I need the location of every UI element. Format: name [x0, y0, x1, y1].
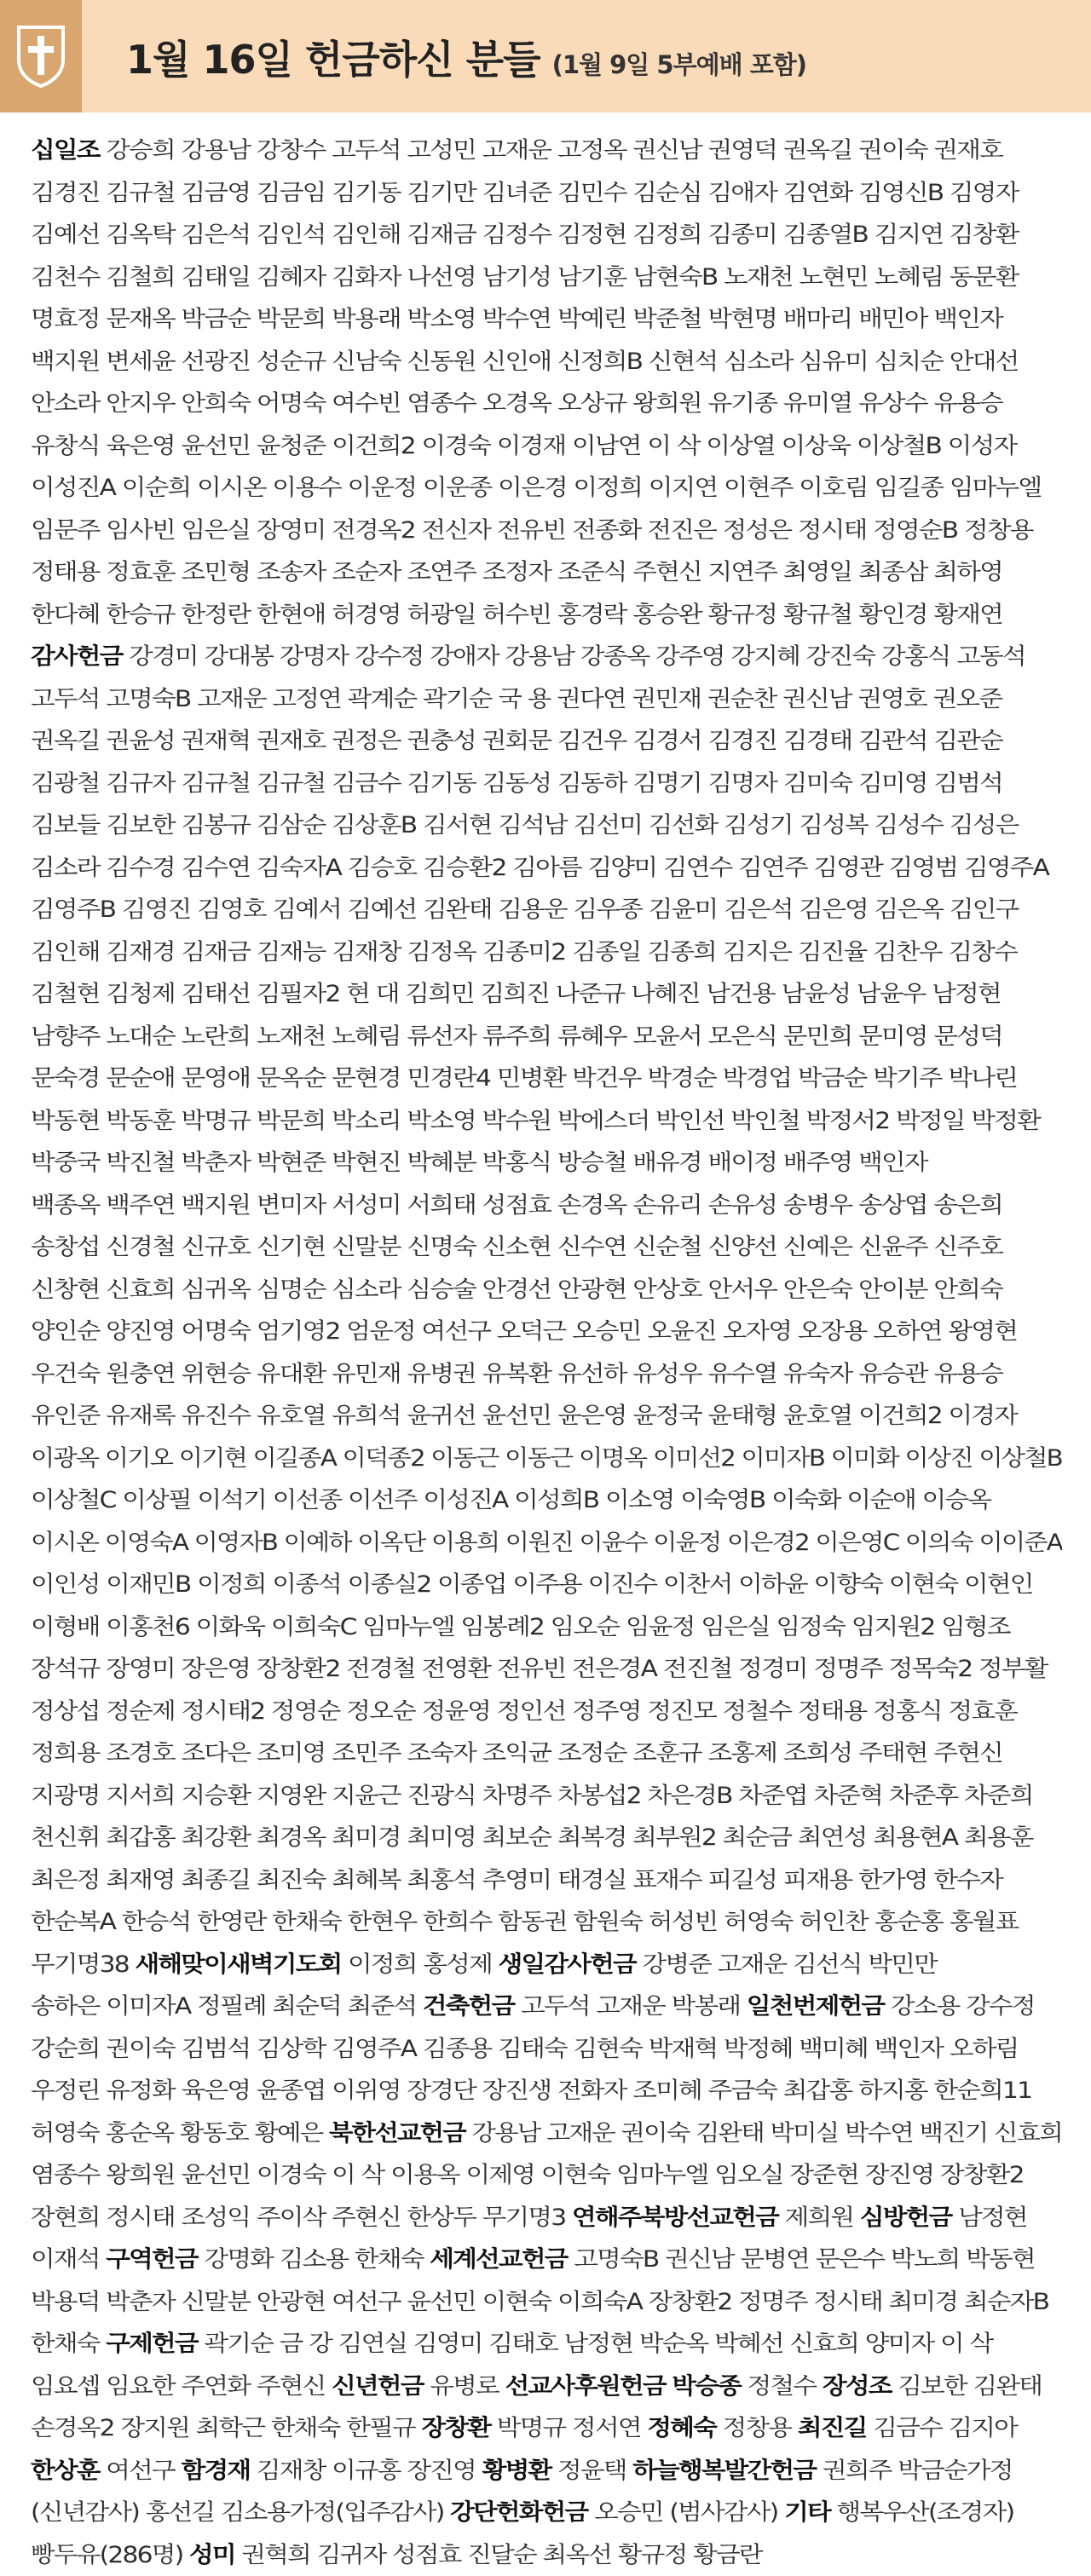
- offering-category-label: 세계선교헌금: [430, 2246, 567, 2273]
- donor-names: 여선구: [100, 2458, 182, 2484]
- donor-names: 이상철C 이상필 이석기 이선종 이선주 이성진A 이성희B 이소영 이숙영B 이숙화 이순애 이승옥: [31, 1487, 990, 1513]
- donor-names: 이시온 이영숙A 이영자B 이예하 이옥단 이용희 이원진 이윤수 이윤정 이은경2 이은영C 이의숙 이이준A: [31, 1530, 1062, 1556]
- donor-names: 강순희 권이숙 김범석 김상학 김영주A 김종용 김태숙 김현숙 박재혁 박정혜 백미혜 백인자 오하림: [31, 2036, 1019, 2062]
- donor-names: 고두석 고명숙B 고재운 고정연 곽계순 곽기순 국 용 권다연 권민재 권순찬 권신남 권영호 권오준: [31, 686, 1002, 712]
- donor-names: 장현희 정시태 조성익 주이삭 주현신 한상두 무기명3: [31, 2204, 572, 2231]
- donor-list: [31, 130, 1062, 2089]
- donor-names: 이형배 이홍천6 이화욱 이희숙C 임마누엘 임봉례2 임오순 임윤정 임은실 임정숙 임지원2 임형조: [31, 1614, 1010, 1640]
- donor-names: 빵두유(286명): [31, 2542, 189, 2568]
- donor-names: 최은정 최재영 최종길 최진숙 최혜복 최홍석 추영미 태경실 표재수 피길성 피재용 한가영 한수자: [31, 1867, 1002, 1893]
- donor-line: [31, 2281, 1062, 2324]
- donor-names: 박동현 박동훈 박명규 박문희 박소리 박소영 박수원 박에스더 박인선 박인철 박정서2 박정일 박정환: [31, 1108, 1040, 1134]
- donor-line: [31, 2323, 1062, 2366]
- donor-line: [31, 1269, 1062, 1311]
- donor-names: 김광철 김규자 김규철 김규철 김금수 김기동 김동성 김동하 김명기 김명자 김미숙 김미영 김범석: [31, 770, 1002, 797]
- donor-line: [31, 1311, 1062, 1353]
- donor-line: [31, 889, 1062, 931]
- donor-line: [31, 973, 1062, 1016]
- offering-category-label: 한상훈: [31, 2458, 100, 2484]
- donor-line: [31, 2534, 1062, 2576]
- donor-line: [31, 2492, 1062, 2534]
- donor-names: [666, 2373, 672, 2400]
- donor-line: [31, 256, 1062, 299]
- title-subtitle: (1월 9일 5부예배 포함): [552, 46, 806, 81]
- donor-line: [31, 1353, 1062, 1396]
- donor-names: (신년감사) 홍선길 김소용가정(입주감사): [31, 2499, 450, 2526]
- donor-line: [31, 1479, 1062, 1522]
- donor-names: 장석규 장영미 장은영 장창환2 전경철 전영환 전유빈 전은경A 전진철 정경미 정명주 정목숙2 정부활: [31, 1656, 1048, 1682]
- donor-names: 안소라 안지우 안희숙 어명숙 여수빈 염종수 오경옥 오상규 왕희원 유기종 유미열 유상수 유용승: [31, 390, 1002, 417]
- donor-names: 송하은 이미자A 정필례 최순덕 최준석: [31, 1993, 423, 2020]
- donor-names: 박중국 박진철 박춘자 박현준 박현진 박혜분 박홍식 방승철 배유경 배이정 배주영 백인자: [31, 1150, 927, 1176]
- donor-line: [31, 1016, 1062, 1058]
- donor-line: [31, 467, 1062, 510]
- donor-names: 송창섭 신경철 신규호 신기현 신말분 신명숙 신소현 신수연 신순철 신양선 신예은 신윤주 신주호: [31, 1234, 1002, 1260]
- donor-names: 문숙경 문순애 문영애 문옥순 문현경 민경란4 민병환 박건우 박경순 박경업 박금순 박기주 박나린: [31, 1065, 1017, 1092]
- donor-names: 무기명38: [31, 1951, 135, 1978]
- donor-line: [31, 341, 1062, 383]
- donor-line: [31, 298, 1062, 341]
- donor-line: [31, 1606, 1062, 1649]
- donor-names: 김보들 김보한 김봉규 김삼순 김상훈B 김서현 김석남 김선미 김선화 김성기 김성복 김성수 김성은: [31, 812, 1019, 838]
- donor-names: 행복우산(조경자): [830, 2499, 1013, 2526]
- donor-line: [31, 1564, 1062, 1606]
- donor-names: 고두석 고재운 박봉래: [514, 1993, 746, 2020]
- offering-category-label: 심방헌금: [860, 2204, 952, 2231]
- offering-category-label: 신년헌금: [332, 2373, 424, 2400]
- offering-category-label: 생일감사헌금: [499, 1951, 636, 1978]
- offering-category-label: 황병환: [482, 2458, 551, 2484]
- cross-shield-icon: [15, 22, 66, 89]
- donor-names: 이재석: [31, 2246, 106, 2273]
- donor-names: 김인해 김재경 김재금 김재능 김재창 김정옥 김종미2 김종일 김종희 김지은 김진율 김찬우 김창수: [31, 939, 1017, 965]
- offering-category-label: 기타: [784, 2499, 830, 2526]
- donor-names: 우건숙 원충연 위현승 유대환 유민재 유병권 유복환 유선하 유성우 유수열 유숙자 유승관 유용승: [31, 1361, 1002, 1387]
- donor-names: 권희주 박금순가정: [816, 2458, 1012, 2484]
- offering-category-label: 새해맞이새벽기도회: [135, 1951, 341, 1978]
- offering-category-label: 최진길: [798, 2415, 867, 2441]
- donor-names: 손경옥2 장지원 최학근 한채숙 한필규: [31, 2415, 422, 2441]
- donor-line: [31, 1648, 1062, 1691]
- donor-line: [31, 172, 1062, 215]
- donor-names: 곽기순 금 강 김연실 김영미 김태호 남정현 박순옥 박혜선 신효희 양미자 이 삭: [198, 2331, 993, 2357]
- donor-line: [31, 1732, 1062, 1775]
- donor-names: 정상섭 정순제 정시태2 정영순 정오순 정윤영 정인선 정주영 정진모 정철수 정태용 정홍식 정효훈: [31, 1698, 1017, 1725]
- donor-line: [31, 130, 1062, 172]
- offering-category-label: 함경재: [182, 2458, 251, 2484]
- donor-line: [31, 2407, 1062, 2450]
- offering-category-label: 연해주북방선교헌금: [572, 2204, 778, 2231]
- donor-names: 권혁희 김귀자 성점효 진달순 최옥선 황규정 황금란: [235, 2542, 762, 2568]
- header-banner: [0, 0, 1091, 112]
- offering-category-label: 일천번제헌금: [747, 1993, 884, 2020]
- donor-names: 유인준 유재록 유진수 유호열 유희석 윤귀선 윤선민 윤은영 윤정국 윤태형 윤호열 이건희2 이경자: [31, 1403, 1017, 1429]
- offering-category-label: 박승종: [672, 2373, 741, 2400]
- donor-line: [31, 1985, 1062, 2028]
- donor-line: [31, 636, 1062, 678]
- donor-names: 명효정 문재옥 박금순 박문희 박용래 박소영 박수연 박예린 박준철 박현명 배마리 배민아 백인자: [31, 306, 1002, 332]
- donor-names: 김철현 김청제 김태선 김필자2 현 대 김희민 김희진 나준규 나혜진 남건용 남윤성 남윤우 남정현: [31, 981, 1001, 1007]
- donor-names: 박용덕 박춘자 신말분 안광현 여선구 윤선민 이현숙 이희숙A 장창환2 정명주 정시태 최미경 최순자B: [31, 2289, 1048, 2315]
- donor-line: [31, 1522, 1062, 1565]
- donor-names: 강명화 김소용 한채숙: [198, 2246, 430, 2273]
- donor-names: 백종옥 백주연 백지원 변미자 서성미 서희태 성점효 손경옥 손유리 손유성 송병우 송상엽 송은희: [31, 1192, 1002, 1219]
- donor-line: [31, 763, 1062, 805]
- donor-names: 임요셉 임요한 주연화 주현신: [31, 2373, 332, 2400]
- donor-names: 신창현 신효희 심귀옥 심명순 심소라 심승술 안경선 안광현 안상호 안서우 안은숙 안이분 안희숙: [31, 1276, 1002, 1303]
- donor-line: [31, 1184, 1062, 1227]
- donor-names: 정태용 정효훈 조민형 조송자 조순자 조연주 조정자 조준식 주현신 지연주 최영일 최종삼 최하영: [31, 559, 1002, 585]
- donor-line: [31, 510, 1062, 552]
- donor-line: [31, 847, 1062, 890]
- donor-names: 김소라 김수경 김수연 김숙자A 김승호 김승환2 김아름 김양미 김연수 김연주 김영관 김영범 김영주A: [31, 855, 1048, 881]
- offering-category-label: 하늘행복발간헌금: [632, 2458, 816, 2484]
- donor-line: [31, 2366, 1062, 2408]
- donor-names: 임문주 임사빈 임은실 장영미 전경옥2 전신자 전유빈 전종화 전진은 정성은 정시태 정영순B 정창용: [31, 517, 1033, 544]
- donor-names: 이정희 홍성제: [341, 1951, 498, 1978]
- donor-names: 허영숙 홍순옥 황동호 황예은: [31, 2120, 329, 2147]
- donor-line: [31, 594, 1062, 637]
- donor-line: [31, 1944, 1062, 1986]
- donor-names: 강병준 고재운 김선식 박민만: [636, 1951, 937, 1978]
- donor-line: [31, 1057, 1062, 1100]
- donor-line: [31, 2028, 1062, 2071]
- donor-line: [31, 2112, 1062, 2155]
- donor-names: 한채숙: [31, 2331, 106, 2357]
- donor-line: [31, 1395, 1062, 1438]
- donor-names: 우정린 유정화 육은영 윤종엽 이위영 장경단 장진생 전화자 조미혜 주금숙 최갑홍 하지홍 한순희11: [31, 2078, 1031, 2104]
- donor-names: 정희용 조경호 조다은 조미영 조민주 조숙자 조익균 조정순 조훈규 조홍제 조희성 주태현 주현신: [31, 1740, 1002, 1766]
- donor-line: [31, 931, 1062, 974]
- donor-line: [31, 720, 1062, 763]
- offering-category-label: 강단헌화헌금: [450, 2499, 587, 2526]
- offering-category-label: 구제헌금: [106, 2331, 198, 2357]
- donor-names: 염종수 왕희원 윤선민 이경숙 이 삭 이용옥 이제영 이현숙 임마누엘 임오실 장준현 장진영 장창환2: [31, 2162, 1024, 2188]
- donor-line: [31, 1142, 1062, 1184]
- offering-category-label: 십일조: [31, 137, 100, 164]
- donor-names: 이인성 이재민B 이정희 이종석 이종실2 이종업 이주용 이진수 이찬서 이하윤 이향숙 이현숙 이현인: [31, 1571, 1033, 1598]
- logo: [0, 0, 82, 112]
- donor-line: [31, 2070, 1062, 2112]
- offering-category-label: 정혜숙: [647, 2415, 716, 2441]
- donor-names: 김경진 김규철 김금영 김금임 김기동 김기만 김녀준 김민수 김순심 김애자 김연화 김영신B 김영자: [31, 180, 1019, 206]
- donor-line: [31, 2197, 1062, 2239]
- donor-line: [31, 551, 1062, 594]
- donor-line: [31, 1859, 1062, 1902]
- donor-names: 김천수 김철희 김태일 김혜자 김화자 나선영 남기성 남기훈 남현숙B 노재천 노현민 노혜림 동문환: [31, 264, 1019, 291]
- donor-line: [31, 2239, 1062, 2281]
- donor-names: 정윤택: [551, 2458, 632, 2484]
- donor-line: [31, 1438, 1062, 1480]
- page-title: [126, 29, 806, 84]
- offering-category-label: 건축헌금: [423, 1993, 515, 2020]
- donor-names: 백지원 변세윤 선광진 성순규 신남숙 신동원 신인애 신정희B 신현석 심소라 심유미 심치순 안대선: [31, 349, 1019, 375]
- donor-names: 김영주B 김영진 김영호 김예서 김예선 김완태 김용운 김우종 김윤미 김은석 김은영 김은옥 김인구: [31, 896, 1019, 923]
- donor-names: 한다혜 한승규 한정란 한현애 허경영 허광일 허수빈 홍경락 홍승완 황규정 황규철 황인경 황재연: [31, 602, 1002, 628]
- offering-category-label: 장창환: [422, 2415, 491, 2441]
- offering-category-label: 성미: [189, 2542, 235, 2568]
- donor-names: 김재창 이규홍 장진영: [250, 2458, 482, 2484]
- offering-category-label: 북한선교헌금: [329, 2120, 465, 2147]
- donor-line: [31, 1901, 1062, 1944]
- donor-names: 김금수 김지아: [867, 2415, 1018, 2441]
- offering-category-label: 감사헌금: [31, 643, 123, 670]
- donor-line: [31, 2450, 1062, 2492]
- donor-names: 제희원: [778, 2204, 860, 2231]
- donor-names: 이광옥 이기오 이기현 이길종A 이덕종2 이동근 이동근 이명옥 이미선2 이미자B 이미화 이상진 이상철B: [31, 1445, 1062, 1472]
- donor-names: 양인순 양진영 어명숙 엄기영2 엄운정 여선구 오덕근 오승민 오윤진 오자영 오장용 오하연 왕영현: [31, 1318, 1017, 1345]
- donor-names: 박명규 정서연: [490, 2415, 647, 2441]
- donor-line: [31, 214, 1062, 256]
- donor-line: [31, 1226, 1062, 1269]
- donor-line: [31, 2154, 1062, 2197]
- donor-names: 지광명 지서희 지승환 지영완 지윤근 진광식 차명주 차봉섭2 차은경B 차준엽 차준혁 차준후 차준희: [31, 1783, 1033, 1809]
- donor-names: 강소용 강수정: [884, 1993, 1035, 2020]
- title-main: 1월 16일 헌금하신 분들: [126, 29, 540, 85]
- donor-names: 오승민 (범사감사): [587, 2499, 784, 2526]
- donor-line: [31, 1691, 1062, 1733]
- donor-line: [31, 383, 1062, 425]
- donor-names: 김예선 김옥탁 김은석 김인석 김인해 김재금 김정수 김정현 김정희 김종미 김종열B 김지연 김창환: [31, 222, 1019, 248]
- donor-line: [31, 1817, 1062, 1859]
- offering-category-label: 장성조: [823, 2373, 892, 2400]
- donor-line: [31, 1775, 1062, 1818]
- donor-names: 강경미 강대봉 강명자 강수정 강애자 강용남 강종옥 강주영 강지혜 강진숙 강홍식 고동석: [123, 643, 1025, 670]
- donor-names: 김보한 김완태: [892, 2373, 1042, 2400]
- donor-names: 강승희 강용남 강창수 고두석 고성민 고재운 고정옥 권신남 권영덕 권옥길 권이숙 권재호: [100, 137, 1002, 164]
- donor-names: 한순복A 한승석 한영란 한채숙 한현우 한희수 함동권 함원숙 허성빈 허영숙 허인찬 홍순홍 홍월표: [31, 1909, 1019, 1935]
- donor-line: [31, 804, 1062, 847]
- donor-names: 권옥길 권윤성 권재혁 권재호 권정은 권충성 권회문 김건우 김경서 김경진 김경태 김관석 김관순: [31, 728, 1002, 754]
- donor-line: [31, 425, 1062, 468]
- donor-line: [31, 678, 1062, 721]
- donor-names: 강용남 고재운 권이숙 김완태 박미실 박수연 백진기 신효희: [465, 2120, 1062, 2147]
- offering-category-label: 구역헌금: [106, 2246, 198, 2273]
- donor-names: 이성진A 이순희 이시온 이용수 이운정 이운종 이은경 이정희 이지연 이현주 이호림 임길종 임마누엘: [31, 475, 1041, 501]
- donor-names: 고명숙B 권신남 문병연 문은수 박노희 박동현: [568, 2246, 1035, 2273]
- donor-names: 남정현: [951, 2204, 1026, 2231]
- offering-category-label: 선교사후원헌금: [505, 2373, 666, 2400]
- donor-names: 유창식 육은영 윤선민 윤청준 이건희2 이경숙 이경재 이남연 이 삭 이상열 이상욱 이상철B 이성자: [31, 433, 1016, 459]
- donor-names: 유병로: [424, 2373, 505, 2400]
- donor-names: 천신휘 최갑홍 최강환 최경옥 최미경 최미영 최보순 최복경 최부원2 최순금 최연성 최용현A 최용훈: [31, 1824, 1033, 1851]
- donor-names: 남향주 노대순 노란희 노재천 노혜림 류선자 류주희 류혜우 모윤서 모은식 문민희 문미영 문성덕: [31, 1023, 1002, 1050]
- donor-line: [31, 1100, 1062, 1143]
- donor-names: 정창용: [716, 2415, 798, 2441]
- donor-names: 정철수: [741, 2373, 823, 2400]
